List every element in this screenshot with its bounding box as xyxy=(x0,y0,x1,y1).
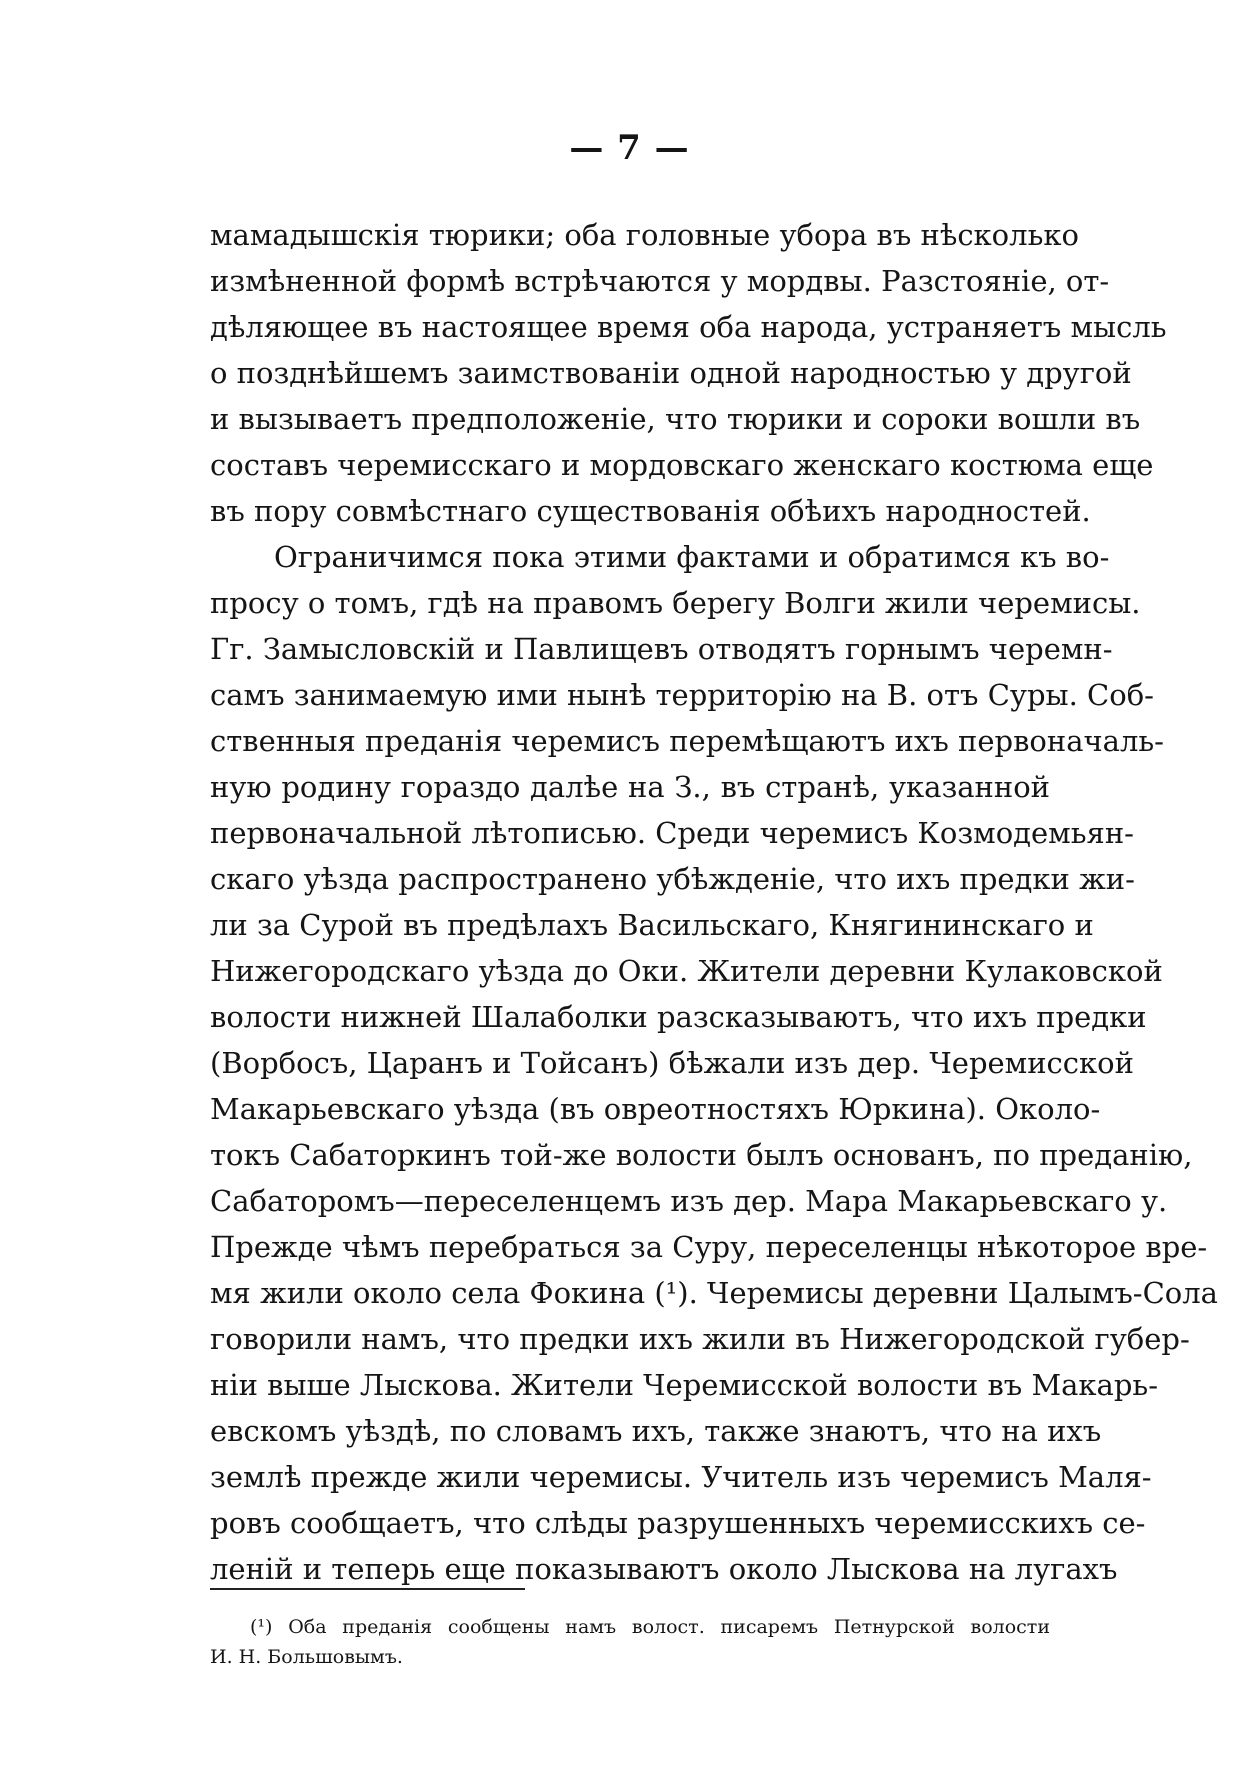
text-line: мамадышскія тюрики; оба головные убора въ нѣсколько xyxy=(210,218,1079,252)
footnote xyxy=(210,1612,1050,1672)
text-line: волости нижней Шалаболки разсказываютъ, что ихъ предки xyxy=(210,1000,1147,1034)
text-line: евскомъ уѣздѣ, по словамъ ихъ, также знаютъ, что на ихъ xyxy=(210,1414,1102,1448)
text-line: Гг. Замысловскій и Павлищевъ отводятъ горнымъ черемн- xyxy=(210,632,1113,666)
footnote-divider xyxy=(210,1588,525,1590)
text-line: землѣ прежде жили черемисы. Учитель изъ черемисъ Маля- xyxy=(210,1460,1152,1494)
text-line: Ограничимся пока этими фактами и обратимся къ во- xyxy=(274,540,1110,574)
text-line: измѣненной формѣ встрѣчаются у мордвы. Разстояніе, от- xyxy=(210,264,1110,298)
text-line: Макарьевскаго уѣзда (въ овреотностяхъ Юркина). Около- xyxy=(210,1092,1101,1126)
text-line: Прежде чѣмъ перебраться за Суру, переселенцы нѣкоторое вре- xyxy=(210,1230,1208,1264)
text-line: ную родину гораздо далѣе на З., въ странѣ, указанной xyxy=(210,770,1050,804)
text-line: (Ворбосъ, Царанъ и Тойсанъ) бѣжали изъ дер. Черемисской xyxy=(210,1046,1134,1080)
text-line: самъ занимаемую ими нынѣ территорію на В. отъ Суры. Соб- xyxy=(210,678,1154,712)
text-line: ли за Сурой въ предѣлахъ Васильскаго, Княгининскаго и xyxy=(210,908,1094,942)
text-line: скаго уѣзда распространено убѣжденіе, что ихъ предки жи- xyxy=(210,862,1135,896)
text-line: Сабаторомъ—переселенцемъ изъ дер. Мара Макарьевскаго у. xyxy=(210,1184,1168,1218)
text-line: Нижегородскаго уѣзда до Оки. Жители деревни Кулаковской xyxy=(210,954,1163,988)
body-text xyxy=(210,212,1218,1592)
text-line: дѣляющее въ настоящее время оба народа, устраняетъ мысль xyxy=(210,310,1167,344)
text-line: первоначальной лѣтописью. Среди черемисъ Козмодемьян- xyxy=(210,816,1134,850)
text-line: ніи выше Лыскова. Жители Черемисской волости въ Макарь- xyxy=(210,1368,1158,1402)
text-line: просу о томъ, гдѣ на правомъ берегу Волги жили черемисы. xyxy=(210,586,1141,620)
text-line: токъ Сабаторкинъ той-же волости былъ основанъ, по преданію, xyxy=(210,1138,1193,1172)
text-line: леній и теперь еще показываютъ около Лыскова на лугахъ xyxy=(210,1552,1118,1586)
text-line: мя жили около села Фокина (¹). Черемисы деревни Цалымъ-Сола xyxy=(210,1276,1218,1310)
text-line: говорили намъ, что предки ихъ жили въ Нижегородской губер- xyxy=(210,1322,1190,1356)
text-line: въ пору совмѣстнаго существованія обѣихъ народностей. xyxy=(210,494,1091,528)
footnote-line: И. Н. Большовымъ. xyxy=(210,1646,403,1668)
text-line: и вызываетъ предположеніе, что тюрики и сороки вошли въ xyxy=(210,402,1141,436)
page-number: — 7 — xyxy=(569,128,690,168)
text-line: ственныя преданія черемисъ перемѣщаютъ ихъ первоначаль- xyxy=(210,724,1164,758)
text-line: ровъ сообщаетъ, что слѣды разрушенныхъ черемисскихъ се- xyxy=(210,1506,1146,1540)
text-line: о позднѣйшемъ заимствованіи одной народностью у другой xyxy=(210,356,1132,390)
text-line: составъ черемисскаго и мордовскаго женскаго костюма еще xyxy=(210,448,1154,482)
footnote-line: (¹) Оба преданія сообщены намъ волост. писаремъ Петнурской волости xyxy=(250,1616,1050,1638)
